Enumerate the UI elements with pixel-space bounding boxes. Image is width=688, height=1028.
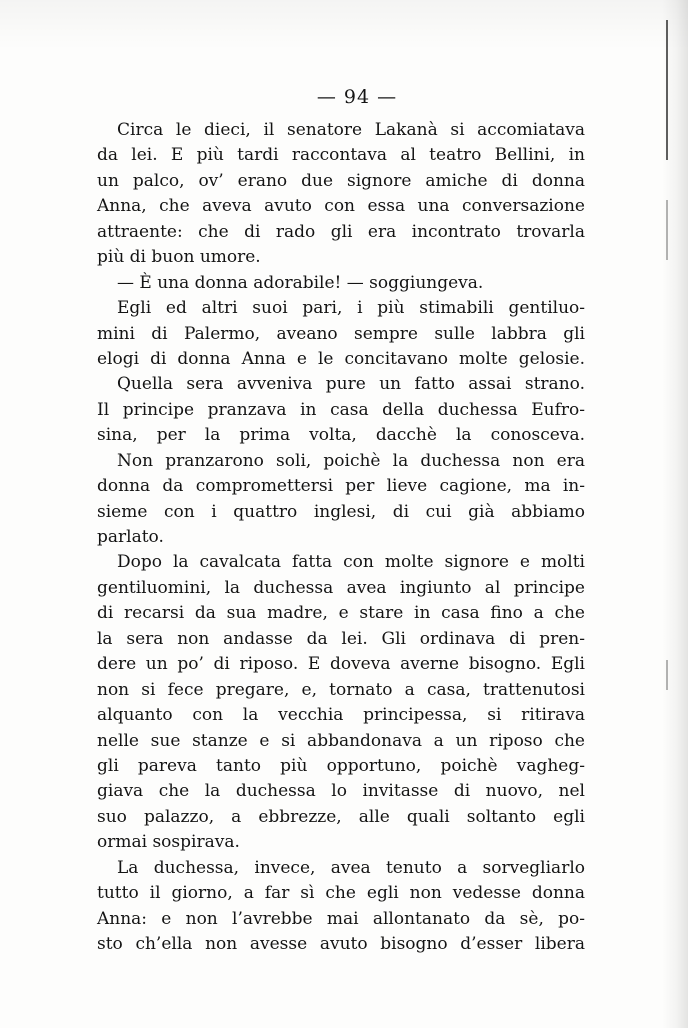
binding-edge-mark: [666, 660, 668, 690]
page-top-shading: [0, 0, 688, 50]
text-line: ormai sospirava.: [97, 832, 240, 853]
body-text: [97, 118, 585, 957]
text-line: dere un po’ di riposo. E doveva averne bisogno. Egli: [97, 654, 585, 675]
text-line: tutto il giorno, a far sì che egli non vedesse donna: [97, 883, 585, 904]
text-line: Non pranzarono soli, poichè la duchessa non era: [117, 450, 585, 471]
text-line: — È una donna adorabile! — soggiungeva.: [117, 272, 484, 293]
text-line: Dopo la cavalcata fatta con molte signore e molti: [117, 552, 585, 573]
text-line: gentiluomini, la duchessa avea ingiunto al principe: [97, 577, 585, 598]
text-line: Anna: e non l’avrebbe mai allontanato da sè, po-: [97, 908, 585, 929]
text-line: Anna, che aveva avuto con essa una conversazione: [97, 196, 585, 217]
text-line: sieme con i quattro inglesi, di cui già abbiamo: [97, 501, 585, 522]
text-line: Circa le dieci, il senatore Lakanà si accomiatava: [117, 120, 585, 140]
text-line: mini di Palermo, aveano sempre sulle labbra gli: [97, 323, 585, 344]
text-line: suo palazzo, a ebbrezze, alle quali soltanto egli: [97, 806, 585, 827]
text-line: giava che la duchessa lo invitasse di nuovo, nel: [97, 781, 585, 802]
text-line: più di buon umore.: [97, 247, 261, 268]
binding-edge-mark: [666, 200, 668, 260]
text-line: gli pareva tanto più opportuno, poichè vagheg-: [97, 755, 585, 776]
text-line: attraente: che di rado gli era incontrato trovarla: [97, 221, 585, 242]
text-line: sto ch’ella non avesse avuto bisogno d’esser libera: [97, 934, 585, 954]
page-number: — 94 —: [316, 86, 398, 108]
text-line: Il principe pranzava in casa della duchessa Eufro-: [97, 399, 585, 420]
text-line: da lei. E più tardi raccontava al teatro Bellini, in: [97, 145, 585, 166]
text-line: non si fece pregare, e, tornato a casa, trattenutosi: [97, 679, 585, 700]
text-line: Egli ed altri suoi pari, i più stimabili gentiluo-: [117, 298, 585, 319]
text-line: parlato.: [97, 527, 164, 547]
text-line: nelle sue stanze e si abbandonava a un riposo che: [97, 730, 585, 751]
text-line: La duchessa, invece, avea tenuto a sorvegliarlo: [117, 857, 585, 878]
text-line: alquanto con la vecchia principessa, si ritirava: [97, 705, 585, 726]
text-line: un palco, ov’ erano due signore amiche di donna: [97, 170, 585, 191]
text-line: Quella sera avveniva pure un fatto assai strano.: [117, 374, 585, 395]
text-line: la sera non andasse da lei. Gli ordinava di pren-: [97, 628, 585, 649]
text-line: di recarsi da sua madre, e stare in casa fino a che: [97, 603, 585, 624]
text-line: donna da compromettersi per lieve cagione, ma in-: [97, 476, 585, 497]
text-line: sina, per la prima volta, dacchè la conosceva.: [97, 425, 585, 446]
text-line: elogi di donna Anna e le concitavano molte gelosie.: [97, 348, 585, 369]
